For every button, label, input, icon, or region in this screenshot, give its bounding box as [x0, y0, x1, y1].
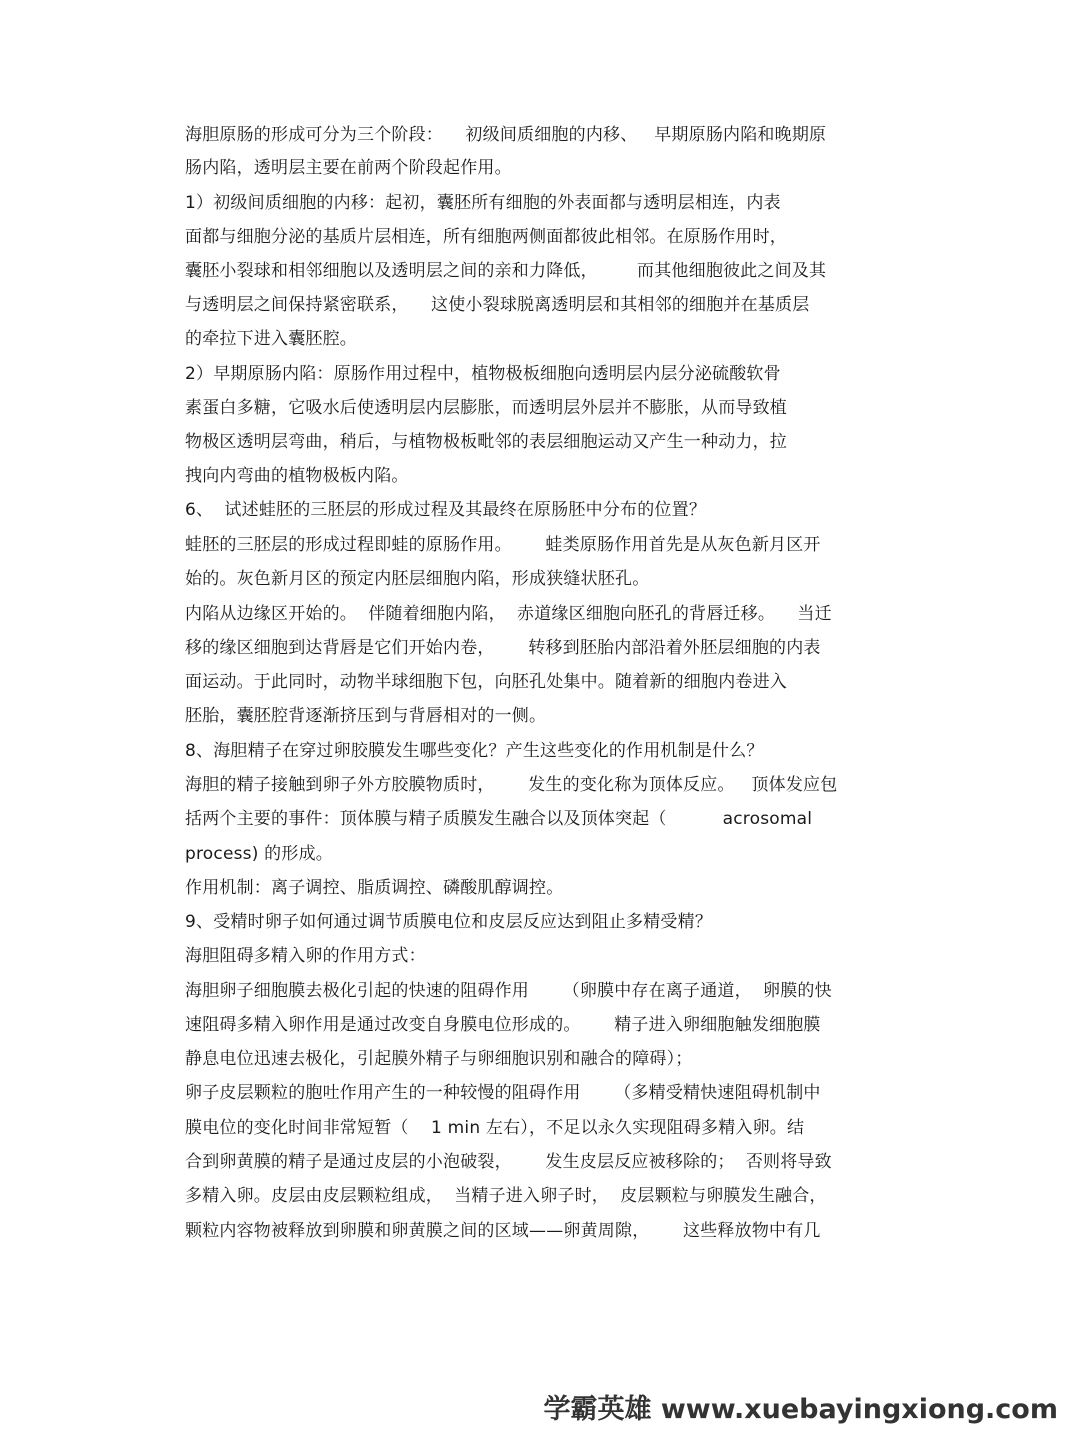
- text-line: 2）早期原肠内陷：原肠作用过程中，植物极板细胞向透明层内层分泌硫酸软骨: [185, 364, 781, 384]
- text-line: 海胆阻碍多精入卵的作用方式：: [185, 946, 426, 966]
- text-line: 胚胎，囊胚腔背逐渐挤压到与背唇相对的一侧。: [185, 706, 547, 726]
- watermark: 学霸英雄 www.xuebayingxiong.com: [543, 1394, 1058, 1425]
- text-line: 肠内陷，透明层主要在前两个阶段起作用。: [185, 158, 512, 178]
- text-line: 海胆原肠的形成可分为三个阶段： 初级间质细胞的内移、 早期原肠内陷和晚期原: [185, 125, 827, 145]
- text-line: 拽向内弯曲的植物极板内陷。: [185, 466, 409, 486]
- text-line: 蛙胚的三胚层的形成过程即蛙的原肠作用。 蛙类原肠作用首先是从灰色新月区开: [185, 535, 821, 555]
- text-line: 面运动。于此同时，动物半球细胞下包，向胚孔处集中。随着新的细胞内卷进入: [185, 672, 787, 692]
- text-line: 静息电位迅速去极化，引起膜外精子与卵细胞识别和融合的障碍）；: [185, 1049, 693, 1069]
- text-line: 多精入卵。皮层由皮层颗粒组成， 当精子进入卵子时， 皮层颗粒与卵膜发生融合，: [185, 1186, 827, 1206]
- text-line: 海胆的精子接触到卵子外方胶膜物质时， 发生的变化称为顶体反应。 顶体发应包: [185, 775, 838, 795]
- text-line: process) 的形成。: [185, 844, 333, 864]
- text-line: 1）初级间质细胞的内移：起初，囊胚所有细胞的外表面都与透明层相连，内表: [185, 193, 781, 213]
- text-line: 8、海胆精子在穿过卵胶膜发生哪些变化？产生这些变化的作用机制是什么？: [185, 741, 764, 761]
- text-line: 速阻碍多精入卵作用是通过改变自身膜电位形成的。 精子进入卵细胞触发细胞膜: [185, 1015, 821, 1035]
- text-line: 括两个主要的事件：顶体膜与精子质膜发生融合以及顶体突起（ acrosomal: [185, 809, 813, 829]
- text-line: 物极区透明层弯曲，稍后，与植物极板毗邻的表层细胞运动又产生一种动力，拉: [185, 432, 787, 452]
- text-line: 内陷从边缘区开始的。 伴随着细胞内陷， 赤道缘区细胞向胚孔的背唇迁移。 当迁: [185, 604, 832, 624]
- text-line: 作用机制：离子调控、脂质调控、磷酸肌醇调控。: [185, 878, 564, 898]
- text-line: 囊胚小裂球和相邻细胞以及透明层之间的亲和力降低， 而其他细胞彼此之间及其: [185, 261, 827, 281]
- text-line: 颗粒内容物被释放到卵膜和卵黄膜之间的区域——卵黄周隙， 这些释放物中有几: [185, 1221, 821, 1241]
- text-line: 的牵拉下进入囊胚腔。: [185, 329, 357, 349]
- text-line: 9、受精时卵子如何通过调节质膜电位和皮层反应达到阻止多精受精？: [185, 912, 713, 932]
- text-line: 膜电位的变化时间非常短暂（ 1 min 左右），不足以永久实现阻碍多精入卵。结: [185, 1118, 805, 1138]
- text-line: 卵子皮层颗粒的胞吐作用产生的一种较慢的阻碍作用 （多精受精快速阻碍机制中: [185, 1083, 821, 1103]
- text-line: 6、 试述蛙胚的三胚层的形成过程及其最终在原肠胚中分布的位置？: [185, 500, 707, 520]
- text-line: 合到卵黄膜的精子是通过皮层的小泡破裂， 发生皮层反应被移除的； 否则将导致: [185, 1152, 832, 1172]
- text-line: 与透明层之间保持紧密联系， 这使小裂球脱离透明层和其相邻的细胞并在基质层: [185, 295, 810, 315]
- text-line: 始的。灰色新月区的预定内胚层细胞内陷，形成狭缝状胚孔。: [185, 569, 650, 589]
- text-line: 素蛋白多糖，它吸水后使透明层内层膨胀，而透明层外层并不膨胀，从而导致植: [185, 398, 787, 418]
- text-line: 移的缘区细胞到达背唇是它们开始内卷， 转移到胚胎内部沿着外胚层细胞的内表: [185, 638, 821, 658]
- text-line: 海胆卵子细胞膜去极化引起的快速的阻碍作用 （卵膜中存在离子通道， 卵膜的快: [185, 981, 832, 1001]
- text-line: 面都与细胞分泌的基质片层相连，所有细胞两侧面都彼此相邻。在原肠作用时，: [185, 227, 787, 247]
